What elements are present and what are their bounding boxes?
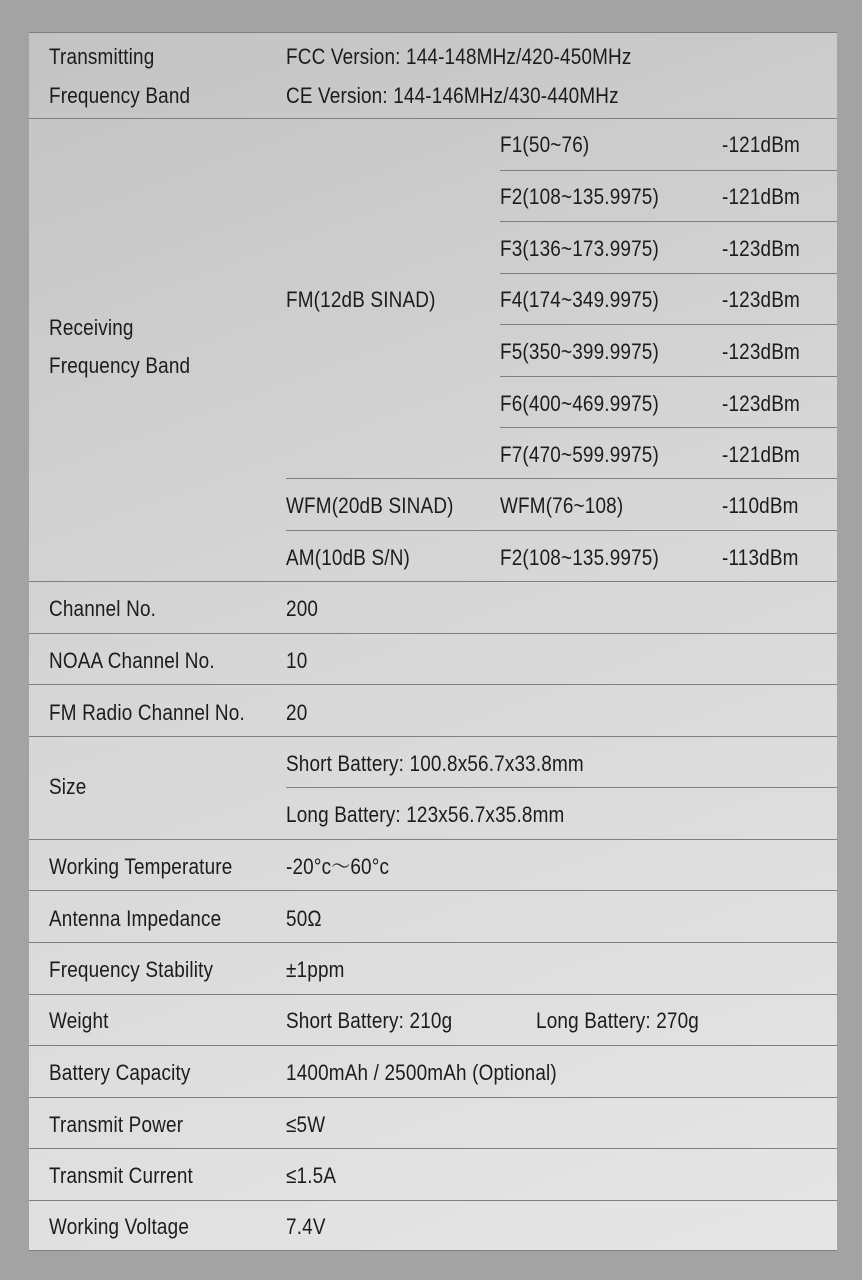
antenna-impedance-label: Antenna Impedance (49, 906, 222, 931)
fm-sens-f5: -123dBm (722, 339, 800, 364)
rule-f3 (500, 273, 837, 274)
noaa-label: NOAA Channel No. (49, 648, 215, 673)
rule-bottom (29, 1250, 837, 1251)
rule-size-bottom (29, 839, 837, 840)
wfm-band: WFM(76~108) (500, 493, 624, 518)
transmit-current-label: Transmit Current (49, 1163, 193, 1188)
rule-battery-bottom (29, 1097, 837, 1098)
working-voltage-label: Working Voltage (49, 1214, 190, 1239)
transmitting-label-line2: Frequency Band (49, 83, 191, 108)
working-temperature-label: Working Temperature (49, 854, 233, 879)
rule-fm-bottom (286, 478, 837, 479)
transmit-power-value: ≤5W (286, 1112, 326, 1137)
receiving-label-line2: Frequency Band (49, 353, 191, 378)
fm-sens-f2: -121dBm (722, 184, 800, 209)
fm-band-f5: F5(350~399.9975) (500, 339, 659, 364)
rule-antenna-bottom (29, 942, 837, 943)
rule-stability-bottom (29, 994, 837, 995)
working-voltage-value: 7.4V (286, 1214, 326, 1239)
frequency-stability-value: ±1ppm (286, 957, 345, 982)
transmit-power-label: Transmit Power (49, 1112, 184, 1137)
weight-label: Weight (49, 1008, 109, 1033)
fm-band-f3: F3(136~173.9975) (500, 236, 659, 261)
wfm-sens: -110dBm (722, 493, 799, 518)
antenna-impedance-value: 50Ω (286, 906, 322, 931)
am-band: F2(108~135.9975) (500, 545, 659, 570)
channel-label: Channel No. (49, 596, 157, 621)
rule-channel-bottom (29, 633, 837, 634)
rule-power-bottom (29, 1148, 837, 1149)
rule-f4 (500, 324, 837, 325)
ce-version: CE Version: 144-146MHz/430-440MHz (286, 83, 619, 108)
battery-capacity-value: 1400mAh / 2500mAh (Optional) (286, 1060, 557, 1085)
rule-temp-bottom (29, 890, 837, 891)
rule-top (29, 32, 837, 33)
rule-rx-bottom (29, 581, 837, 582)
fm-sens-f3: -123dBm (722, 236, 800, 261)
rule-current-bottom (29, 1200, 837, 1201)
am-mode: AM(10dB S/N) (286, 545, 411, 570)
fcc-version: FCC Version: 144-148MHz/420-450MHz (286, 44, 632, 69)
am-sens: -113dBm (722, 545, 799, 570)
working-temperature-value: -20°c～60°c (286, 854, 390, 879)
fm-mode: FM(12dB SINAD) (286, 287, 436, 312)
fm-sens-f1: -121dBm (722, 132, 800, 157)
rule-noaa-bottom (29, 684, 837, 685)
fm-sens-f4: -123dBm (722, 287, 800, 312)
weight-long: Long Battery: 270g (536, 1008, 699, 1033)
weight-short: Short Battery: 210g (286, 1008, 453, 1033)
fm-sens-f6: -123dBm (722, 391, 800, 416)
rule-f5 (500, 376, 837, 377)
fm-band-f7: F7(470~599.9975) (500, 442, 659, 467)
fm-radio-value: 20 (286, 700, 308, 725)
rule-f2 (500, 221, 837, 222)
noaa-value: 10 (286, 648, 308, 673)
rule-fmradio-bottom (29, 736, 837, 737)
size-label: Size (49, 774, 87, 799)
battery-capacity-label: Battery Capacity (49, 1060, 191, 1085)
fm-band-f1: F1(50~76) (500, 132, 590, 157)
fm-band-f2: F2(108~135.9975) (500, 184, 659, 209)
rule-tx-bottom (29, 118, 837, 119)
channel-value: 200 (286, 596, 319, 621)
size-short: Short Battery: 100.8x56.7x33.8mm (286, 751, 584, 776)
receiving-label-line1: Receiving (49, 315, 134, 340)
size-long: Long Battery: 123x56.7x35.8mm (286, 802, 565, 827)
rule-f6 (500, 427, 837, 428)
fm-sens-f7: -121dBm (722, 442, 800, 467)
frequency-stability-label: Frequency Stability (49, 957, 214, 982)
spec-table (29, 32, 837, 1251)
rule-size-mid (286, 787, 837, 788)
wfm-mode: WFM(20dB SINAD) (286, 493, 454, 518)
fm-band-f6: F6(400~469.9975) (500, 391, 659, 416)
fm-radio-label: FM Radio Channel No. (49, 700, 245, 725)
transmitting-label-line1: Transmitting (49, 44, 155, 69)
rule-wfm-bottom (286, 530, 837, 531)
rule-weight-bottom (29, 1045, 837, 1046)
fm-band-f4: F4(174~349.9975) (500, 287, 659, 312)
transmit-current-value: ≤1.5A (286, 1163, 337, 1188)
rule-f1 (500, 170, 837, 171)
